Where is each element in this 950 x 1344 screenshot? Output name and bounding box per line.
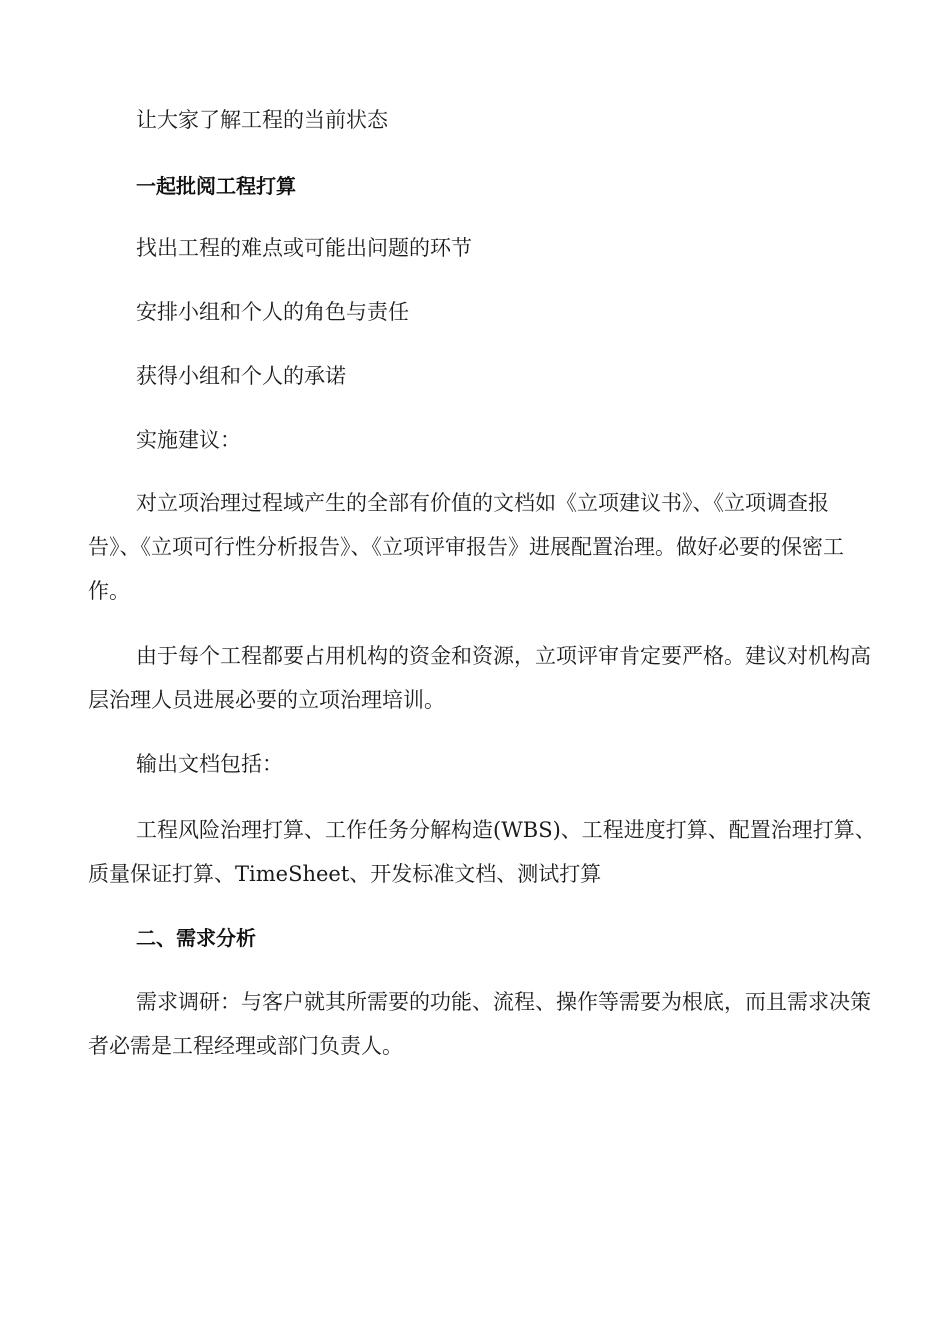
paragraph-find-difficulties: 找出工程的难点或可能出问题的环节 [136, 236, 472, 260]
paragraph-assign-roles: 安排小组和个人的角色与责任 [136, 300, 409, 324]
heading-requirements-analysis: 二、需求分析 [136, 926, 256, 950]
paragraph-output-docs-list: 工程风险治理打算、工作任务分解构造(WBS)、工程进度打算、配置治理打算、质量保证打算、TimeSheet、开发标准文档、测试打算 [88, 818, 876, 886]
paragraph-project-status: 让大家了解工程的当前状态 [136, 108, 388, 132]
paragraph-output-docs-label: 输出文档包括： [136, 752, 283, 776]
paragraph-document-config: 对立项治理过程域产生的全部有价值的文档如《立项建议书》、《立项调查报告》、《立项可行性分析报告》、《立项评审报告》进展配置治理。做好必要的保密工作。 [88, 491, 844, 603]
paragraph-requirements-research: 需求调研：与客户就其所需要的功能、流程、操作等需要为根底，而且需求决策者必需是工程经理或部门负责人。 [88, 990, 871, 1058]
paragraph-review-strict: 由于每个工程都要占用机构的资金和资源，立项评审肯定要严格。建议对机构高层治理人员进展必要的立项治理培训。 [88, 644, 871, 712]
heading-review-plan: 一起批阅工程打算 [136, 174, 296, 198]
paragraph-get-commitment: 获得小组和个人的承诺 [136, 364, 346, 388]
paragraph-implementation-advice: 实施建议： [136, 428, 241, 452]
